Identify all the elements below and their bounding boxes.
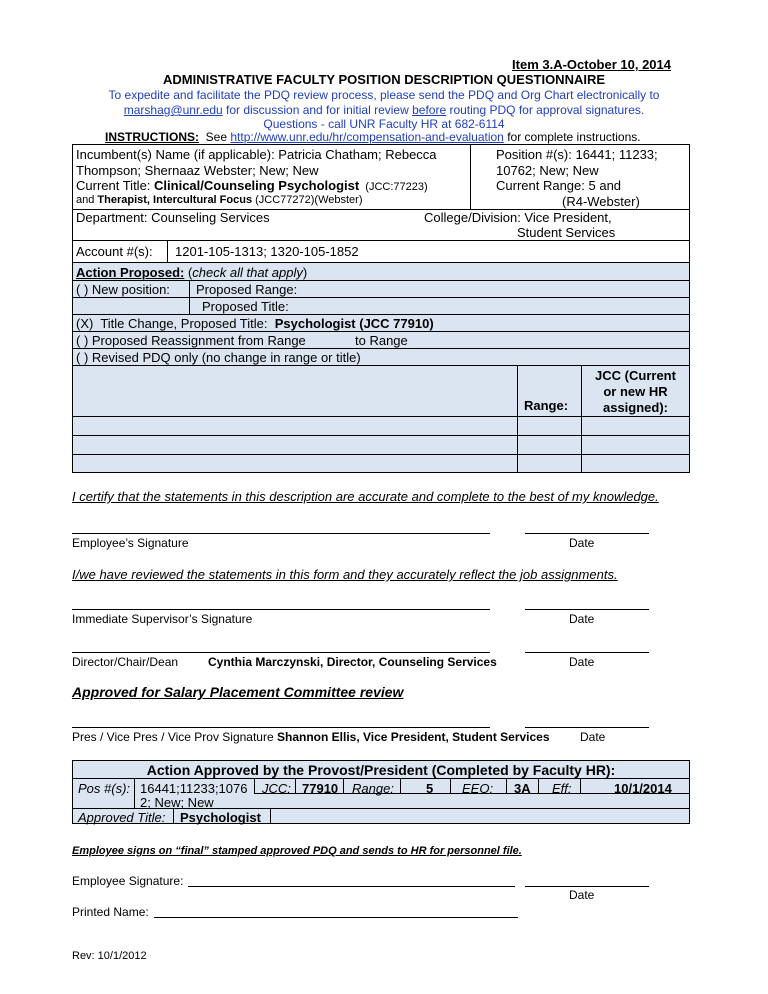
current-title: Current Title: Clinical/Counseling Psychologist (JCC:77223): [76, 178, 428, 193]
pres-signature-label: Pres / Vice Pres / Vice Prov Signature Shannon Ellis, Vice President, Student Services: [72, 730, 550, 744]
form-title: ADMINISTRATIVE FACULTY POSITION DESCRIPTION QUESTIONNAIRE: [162, 72, 606, 87]
date-label-4: Date: [580, 730, 606, 744]
proposed-title-label: Proposed Title:: [202, 299, 289, 314]
approved-title-value: Psychologist: [180, 810, 261, 825]
position-line-1: Position #(s): 16441; 11233;: [496, 147, 658, 162]
final-employee-signature-label: Employee Signature:: [72, 874, 184, 888]
eff-value: 10/1/2014: [614, 781, 672, 796]
incumbent-line-1: Incumbent(s) Name (if applicable): Patricia Chatham; Rebecca: [76, 147, 437, 162]
approval-heading: Action Approved by the Provost/President (Completed by Faculty HR):: [146, 762, 616, 778]
title-change-option[interactable]: (X) Title Change, Proposed Title: Psychologist (JCC 77910): [76, 316, 434, 331]
jcc-column-header: JCC (Current or new HR assigned):: [595, 368, 676, 415]
department: Department: Counseling Services: [76, 210, 270, 225]
range-label: Range:: [352, 781, 394, 796]
email-link[interactable]: marshag@unr.edu: [123, 103, 223, 117]
revised-option[interactable]: ( ) Revised PDQ only (no change in range or title): [76, 350, 361, 365]
eeo-label: EEO:: [462, 781, 494, 796]
current-title-2: and Therapist, Intercultural Focus (JCC77272)(Webster): [76, 194, 363, 206]
pos-label: Pos #(s):: [78, 781, 131, 796]
range-value: 5: [426, 781, 434, 796]
current-range-2: (R4-Webster): [562, 194, 640, 209]
pos-value-2: 2; New; New: [140, 795, 214, 810]
range-column-header: Range:: [524, 398, 569, 413]
approved-title-label: Approved Title:: [78, 810, 166, 825]
new-position-option[interactable]: ( ) New position:: [76, 282, 170, 297]
header-note-2: marshag@unr.edu for discussion and for initial review before routing PDQ for approval signatures.: [123, 103, 645, 117]
employee-signature-label: Employee’s Signature: [72, 536, 189, 550]
jcc-value: 77910: [302, 781, 339, 796]
final-date-label: Date: [569, 888, 595, 902]
position-line-2: 10762; New; New: [496, 163, 599, 178]
printed-name-label: Printed Name:: [72, 905, 149, 919]
approved-salary-heading: Approved for Salary Placement Committee review: [72, 684, 404, 700]
proposed-range-label: Proposed Range:: [196, 282, 298, 297]
account-value: 1201-105-1313; 1320-105-1852: [175, 244, 359, 259]
date-label-2: Date: [569, 612, 595, 626]
instructions-link[interactable]: http://www.unr.edu/hr/compensation-and-evaluation: [230, 130, 504, 144]
header-note-1: To expedite and facilitate the PDQ review process, please send the PDQ and Org Chart electronically to: [108, 88, 660, 102]
eff-label: Eff:: [552, 781, 572, 796]
pos-value-1: 16441;11233;1076: [140, 781, 248, 796]
director-name: Cynthia Marczynski, Director, Counseling Services: [208, 655, 497, 669]
action-heading: Action Proposed: (check all that apply): [76, 265, 308, 280]
revision-footer: Rev: 10/1/2012: [72, 950, 147, 962]
reassignment-option[interactable]: ( ) Proposed Reassignment from Range: [76, 333, 306, 348]
eeo-value: 3A: [514, 781, 531, 796]
item-number: Item 3.A-October 10, 2014: [512, 57, 671, 72]
header-note-3: Questions - call UNR Faculty HR at 682-6114: [263, 117, 505, 131]
certify-statement: I certify that the statements in this description are accurate and complete to the best of my knowledge.: [72, 489, 659, 504]
reassignment-to: to Range: [355, 333, 408, 348]
instructions: INSTRUCTIONS: See http://www.unr.edu/hr/compensation-and-evaluation for complete instructions.: [105, 130, 641, 144]
date-label-3: Date: [569, 655, 595, 669]
supervisor-signature-label: Immediate Supervisor’s Signature: [72, 612, 253, 626]
current-range: Current Range: 5 and: [496, 178, 622, 193]
date-label-1: Date: [569, 536, 595, 550]
college-line-1: College/Division: Vice President,: [424, 210, 612, 225]
college-line-2: Student Services: [517, 225, 616, 240]
reviewed-statement: I/we have reviewed the statements in this form and they accurately reflect the job assignments.: [72, 567, 618, 582]
final-note: Employee signs on “final” stamped approved PDQ and sends to HR for personnel file.: [72, 845, 522, 857]
director-signature-label: Director/Chair/Dean: [72, 655, 179, 669]
account-label: Account #(s):: [76, 244, 153, 259]
jcc-label: JCC:: [262, 781, 291, 796]
incumbent-line-2: Thompson; Shernaaz Webster; New; New: [76, 163, 319, 178]
